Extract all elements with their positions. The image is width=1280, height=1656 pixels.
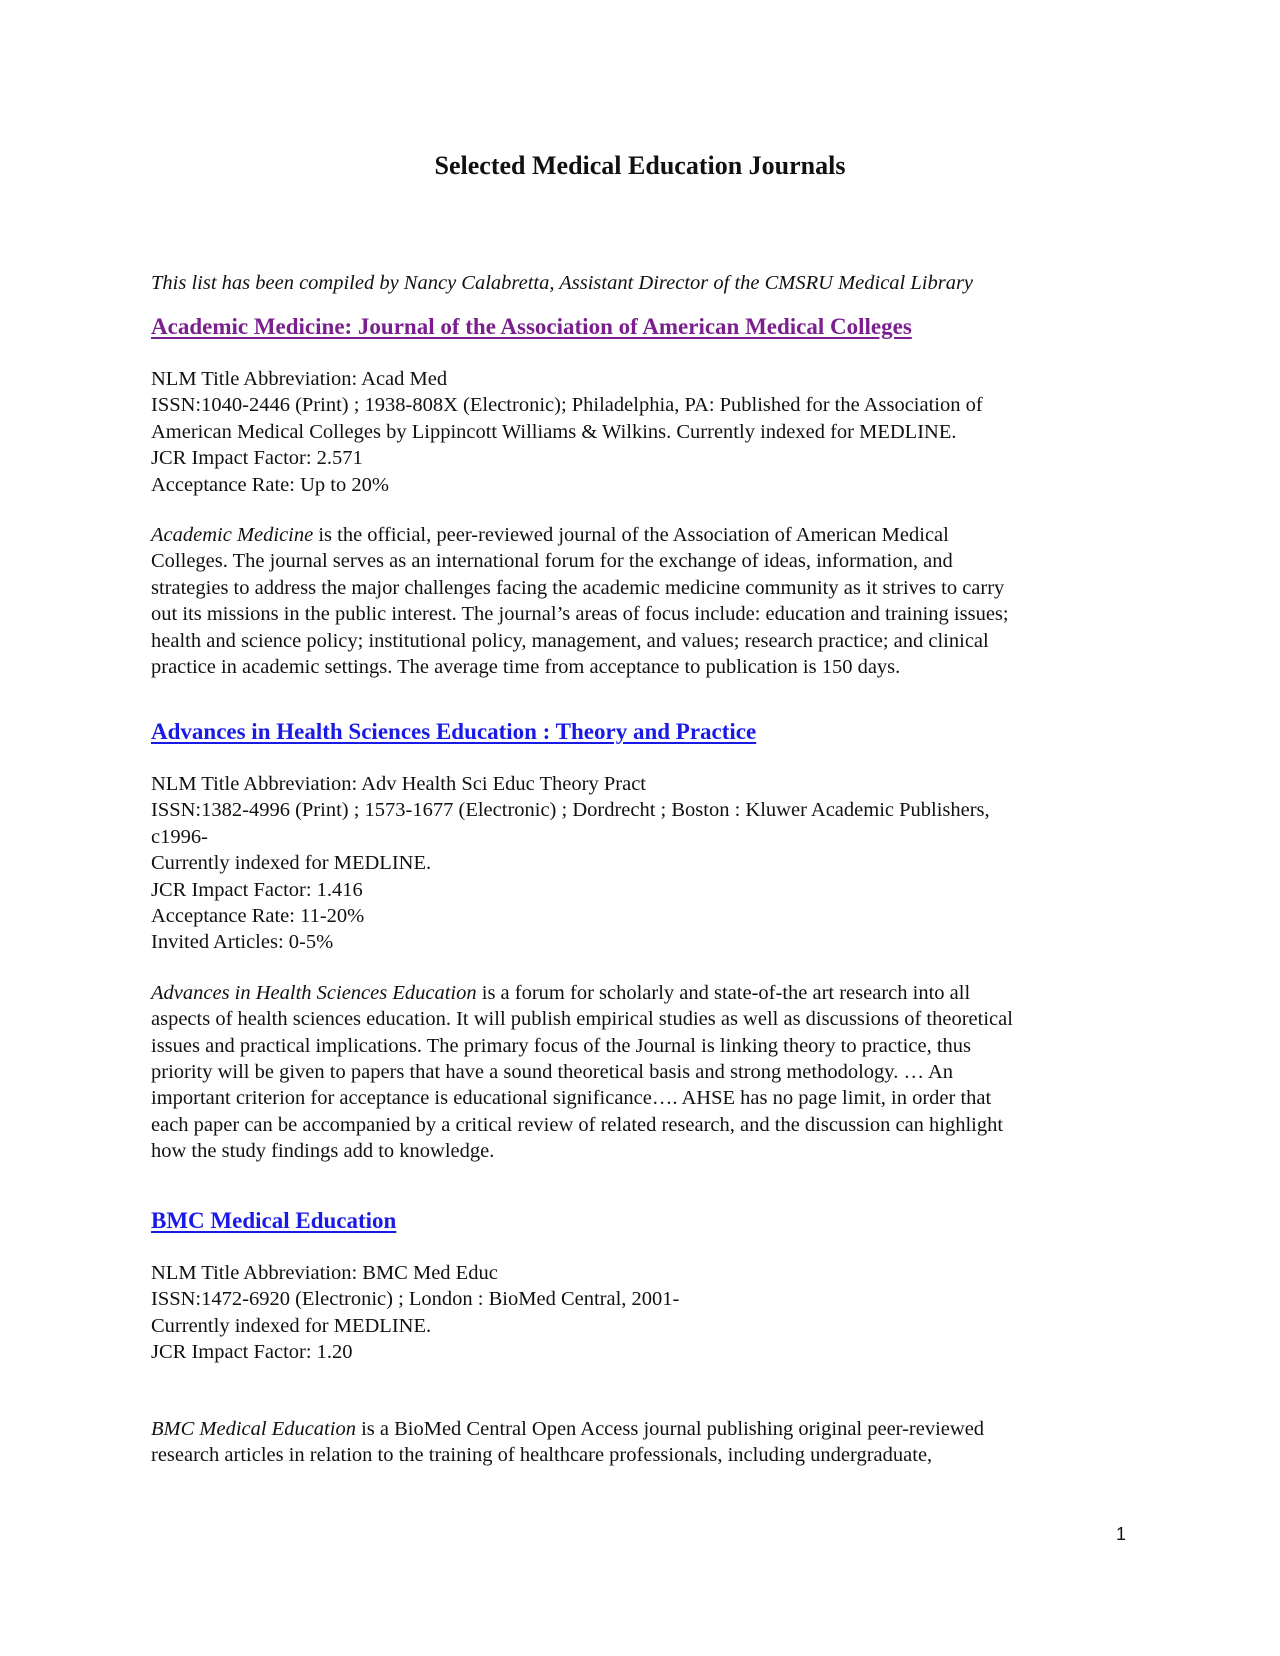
journal-meta	[151, 366, 1131, 498]
page-number: 1	[1116, 1524, 1127, 1544]
desc-text: is a BioMed Central Open Access journal publishing original peer-reviewed	[355, 1417, 985, 1440]
desc-line: strategies to address the major challenges facing the academic medicine community as it strives to carry	[151, 576, 1005, 599]
meta-line: Acceptance Rate: 11-20%	[151, 905, 365, 928]
meta-line: NLM Title Abbreviation: Adv Health Sci Educ Theory Pract	[151, 773, 646, 795]
journal-description	[151, 1416, 1131, 1469]
desc-text: is the official, peer-reviewed journal of the Association of American Medical	[313, 524, 949, 547]
meta-line: American Medical Colleges by Lippincott Williams & Wilkins. Currently indexed for MEDLINE.	[151, 420, 957, 443]
journal-section-advances-health-sciences	[151, 717, 1131, 1165]
desc-line: how the study findings add to knowledge.	[151, 1140, 495, 1163]
meta-line: NLM Title Abbreviation: BMC Med Educ	[151, 1262, 498, 1284]
desc-line: Colleges. The journal serves as an international forum for the exchange of ideas, information, and	[151, 550, 953, 573]
journal-description	[151, 522, 1131, 680]
journal-section-academic-medicine	[151, 312, 1131, 680]
desc-line	[151, 1416, 1131, 1442]
journal-link-bmc-medical-education[interactable]: BMC Medical Education	[151, 1208, 397, 1233]
journal-section-bmc-medical-education	[151, 1206, 1131, 1468]
desc-text: is a forum for scholarly and state-of-the art research into all	[476, 981, 971, 1004]
meta-line: c1996-	[151, 825, 208, 848]
meta-line: ISSN:1040-2446 (Print) ; 1938-808X (Electronic); Philadelphia, PA: Published for the Association of	[151, 394, 983, 417]
meta-line: JCR Impact Factor: 2.571	[151, 447, 363, 470]
meta-line: ISSN:1472-6920 (Electronic) ; London : BioMed Central, 2001-	[151, 1288, 680, 1311]
journal-link-advances-health-sciences[interactable]: Advances in Health Sciences Education : Theory and Practice	[151, 719, 757, 744]
desc-line	[151, 522, 1131, 548]
meta-line: Invited Articles: 0-5%	[151, 931, 334, 954]
desc-line: aspects of health sciences education. It will publish empirical studies as well as discussions of theoretical	[151, 1008, 1013, 1031]
meta-line: JCR Impact Factor: 1.416	[151, 878, 363, 901]
desc-line: issues and practical implications. The primary focus of the Journal is linking theory to practice, thus	[151, 1034, 971, 1057]
journal-description	[151, 980, 1131, 1165]
desc-line: practice in academic settings. The average time from acceptance to publication is 150 days.	[151, 656, 901, 679]
desc-line	[151, 980, 1131, 1006]
journal-name-italic: BMC Medical Education	[151, 1417, 356, 1440]
meta-line: Currently indexed for MEDLINE.	[151, 852, 432, 875]
journal-name-italic: Academic Medicine	[151, 524, 314, 547]
meta-line: ISSN:1382-4996 (Print) ; 1573-1677 (Electronic) ; Dordrecht ; Boston : Kluwer Academic Publishers,	[151, 799, 990, 822]
journal-meta	[151, 771, 1131, 956]
desc-line: important criterion for acceptance is educational significance…. AHSE has no page limit, in order that	[151, 1087, 992, 1110]
journal-link-academic-medicine[interactable]: Academic Medicine: Journal of the Association of American Medical Colleges	[151, 314, 912, 339]
desc-line: out its missions in the public interest. The journal’s areas of focus include: education and training issues;	[151, 603, 1009, 626]
page-title: Selected Medical Education Journals	[434, 151, 846, 180]
desc-line: health and science policy; institutional policy, management, and values; research practice; and clinical	[151, 629, 989, 652]
meta-line: Acceptance Rate: Up to 20%	[151, 473, 389, 496]
journal-name-italic: Advances in Health Sciences Education	[151, 981, 477, 1004]
intro-text: This list has been compiled by Nancy Calabretta, Assistant Director of the CMSRU Medical Library	[151, 272, 974, 294]
meta-line: Currently indexed for MEDLINE.	[151, 1314, 432, 1337]
journal-meta	[151, 1260, 1131, 1366]
desc-line: priority will be given to papers that have a sound theoretical basis and strong methodology. … An	[151, 1061, 953, 1084]
desc-line: each paper can be accompanied by a critical review of related research, and the discussion can highlight	[151, 1113, 1004, 1136]
meta-line: JCR Impact Factor: 1.20	[151, 1341, 353, 1364]
desc-line: research articles in relation to the training of healthcare professionals, including undergraduate,	[151, 1444, 933, 1467]
meta-line: NLM Title Abbreviation: Acad Med	[151, 368, 448, 390]
